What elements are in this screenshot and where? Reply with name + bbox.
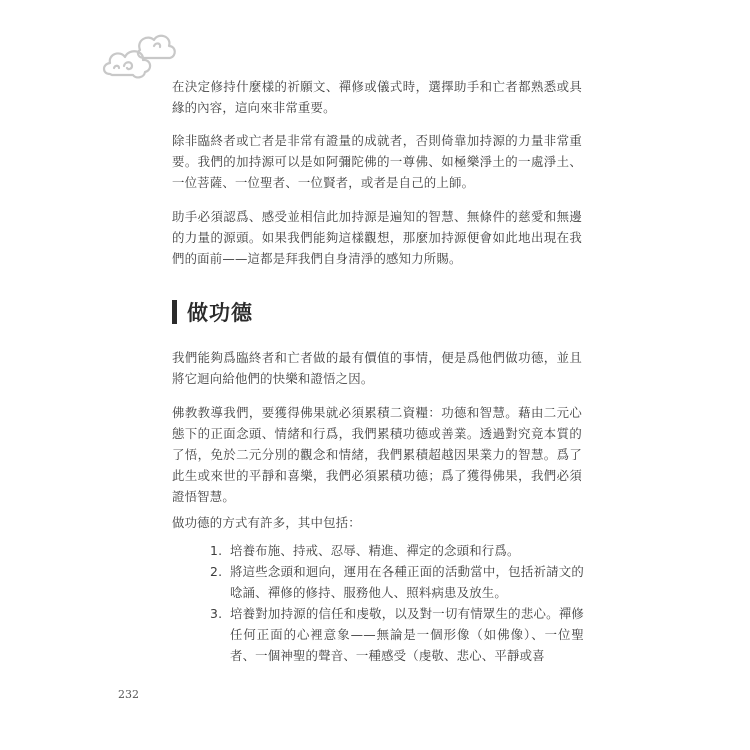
paragraph-two-accumulations: 佛教教導我們，要獲得佛果就必須累積二資糧：功德和智慧。藉由二元心態下的正面念頭、情緒和行爲，我們累積功德或善業。透過對究竟本質的了悟，免於二元分別的觀念和情緒，我們累積超越因果業力的智慧。爲了此生或來世的平靜和喜樂，我們必須累積功德；爲了獲得佛果，我們必須證悟智慧。 [172,405,582,504]
heading-bar-marker [172,300,177,324]
paragraph-helper-belief: 助手必須認爲、感受並相信此加持源是遍知的智慧、無條件的慈愛和無邊的力量的源頭。如果我們能夠這樣觀想，那麼加持源便會如此地出現在我們的面前——這都是拜我們自身清淨的感知力所賜。 [172,209,582,266]
paragraph-choosing-practice: 在決定修持什麼樣的祈願文、禪修或儀式時，選擇助手和亡者都熟悉或具緣的內容，這向來非常重要。 [172,79,582,115]
paragraph-blessing-source: 除非臨終者或亡者是非常有證量的成就者，否則倚靠加持源的力量非常重要。我們的加持源可以是如阿彌陀佛的一尊佛、如極樂淨土的一處淨土、一位菩薩、一位聖者、一位賢者，或者是自己的上師。 [172,133,582,190]
list-item [210,603,584,666]
list-item-number: 2. [210,564,223,579]
list-item-text: 將這些念頭和迴向，運用在各種正面的活動當中，包括祈請文的唸誦、禪修的修持、服務他人、照料病患及放生。 [230,564,584,600]
list-item-number: 3. [210,606,223,621]
list-item-number: 1. [210,543,223,558]
list-item-text: 培養對加持源的信任和虔敬，以及對一切有情眾生的悲心。禪修任何正面的心裡意象——無論是一個形像（如佛像）、一位聖者、一個神聖的聲音、一種感受（虔敬、悲心、平靜或喜 [230,606,584,663]
cloud-ornament-icon [98,28,178,90]
paragraph-ways-of-merit: 做功德的方式有許多，其中包括： [172,515,361,530]
paragraph-making-merit: 我們能夠爲臨終者和亡者做的最有價值的事情，便是爲他們做功德，並且將它迴向給他們的快樂和證悟之因。 [172,350,582,386]
section-heading-text: 做功德 [187,301,253,325]
list-item-text: 培養布施、持戒、忍辱、精進、禪定的念頭和行爲。 [230,543,520,558]
list-item [210,561,584,603]
merit-methods-list [210,540,584,666]
page-number: 232 [118,688,139,701]
section-heading [172,296,253,328]
list-item [210,540,584,561]
